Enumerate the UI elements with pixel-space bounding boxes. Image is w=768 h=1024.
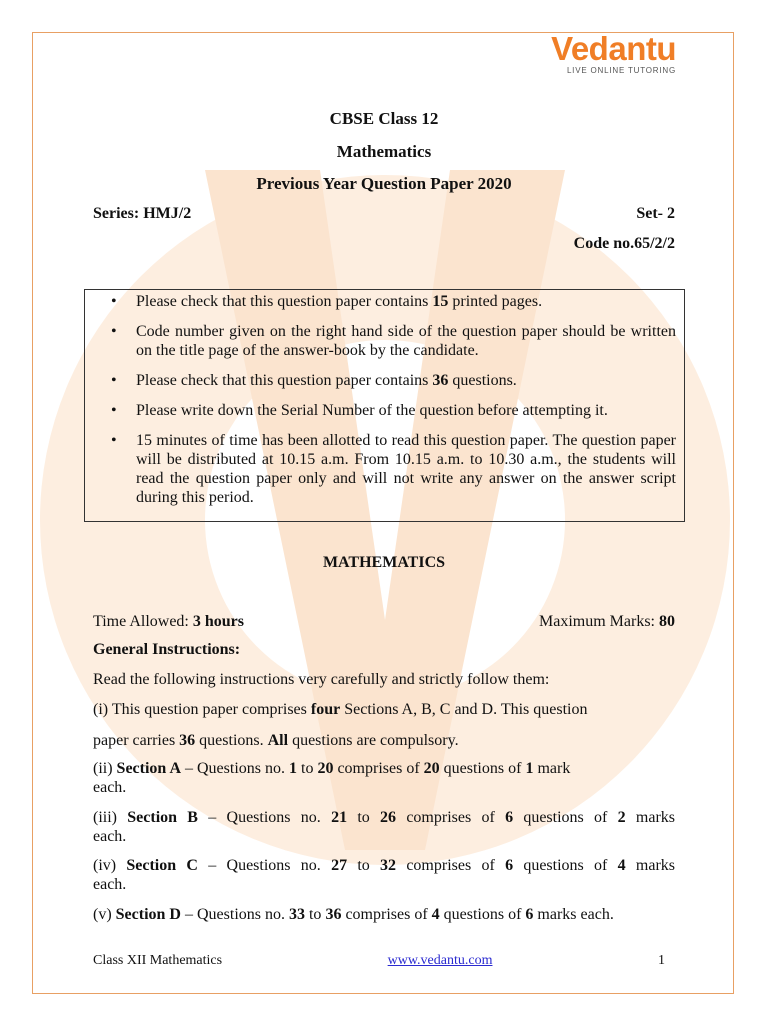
instruction-iii: (iii) Section B – Questions no. 21 to 26 comprises of 6 questions of 2 marks [93, 809, 676, 826]
footer-title: Class XII Mathematics [93, 953, 223, 968]
logo-tagline: LIVE ONLINE TUTORING [566, 66, 676, 75]
footer-website-link[interactable]: www.vedantu.com [387, 953, 493, 968]
logo-wordmark: Vedantu [551, 30, 676, 67]
notice-item: • Please check that this question paper contains 36 questions. [136, 371, 676, 390]
maximum-marks: Maximum Marks: 80 [539, 613, 675, 630]
general-instructions-heading: General Instructions: [93, 641, 241, 658]
page-number: 1 [658, 953, 665, 968]
instruction-iii-cont: each. [93, 828, 127, 845]
instructions-content [93, 0, 675, 1024]
instructions-intro: Read the following instructions very carefully and strictly follow them: [93, 671, 550, 688]
doc-title-class: CBSE Class 12 [329, 109, 439, 128]
instruction-i-line2: paper carries 36 questions. All questions are compulsory. [93, 732, 459, 749]
page-footer [93, 953, 665, 969]
time-marks-row [93, 612, 675, 631]
notice-item: • Please write down the Serial Number of the question before attempting it. [136, 401, 676, 420]
instruction-ii: (ii) Section A – Questions no. 1 to 20 comprises of 20 questions of 1 mark each. [93, 760, 571, 796]
code-label: Code no.65/2/2 [573, 235, 675, 252]
instruction-iv-cont: each. [93, 876, 127, 893]
instruction-v: (v) Section D – Questions no. 33 to 36 comprises of 4 questions of 6 marks each. [93, 906, 614, 923]
time-allowed: Time Allowed: 3 hours [93, 613, 244, 630]
notice-item: • Code number given on the right hand side of the question paper should be written on the title page of the answer-book by the candidate. [136, 322, 676, 360]
section-heading: MATHEMATICS [322, 554, 446, 571]
doc-title-paper: Previous Year Question Paper 2020 [256, 174, 512, 193]
set-label: Set- 2 [636, 205, 675, 222]
doc-title-subject: Mathematics [336, 142, 432, 161]
instruction-iv: (iv) Section C – Questions no. 27 to 32 comprises of 6 questions of 4 marks [93, 857, 676, 874]
series-label: Series: HMJ/2 [93, 205, 192, 222]
notice-item: • Please check that this question paper contains 15 printed pages. [136, 292, 676, 311]
instruction-i-line1: (i) This question paper comprises four Sections A, B, C and D. This question [93, 701, 588, 718]
notice-item: • 15 minutes of time has been allotted to read this question paper. The question paper will be distributed at 10.15 a.m. From 10.15 a.m. to 10.30 a.m., the students will read the question paper only and will not write any answer on the answer script during this period. [136, 431, 676, 507]
